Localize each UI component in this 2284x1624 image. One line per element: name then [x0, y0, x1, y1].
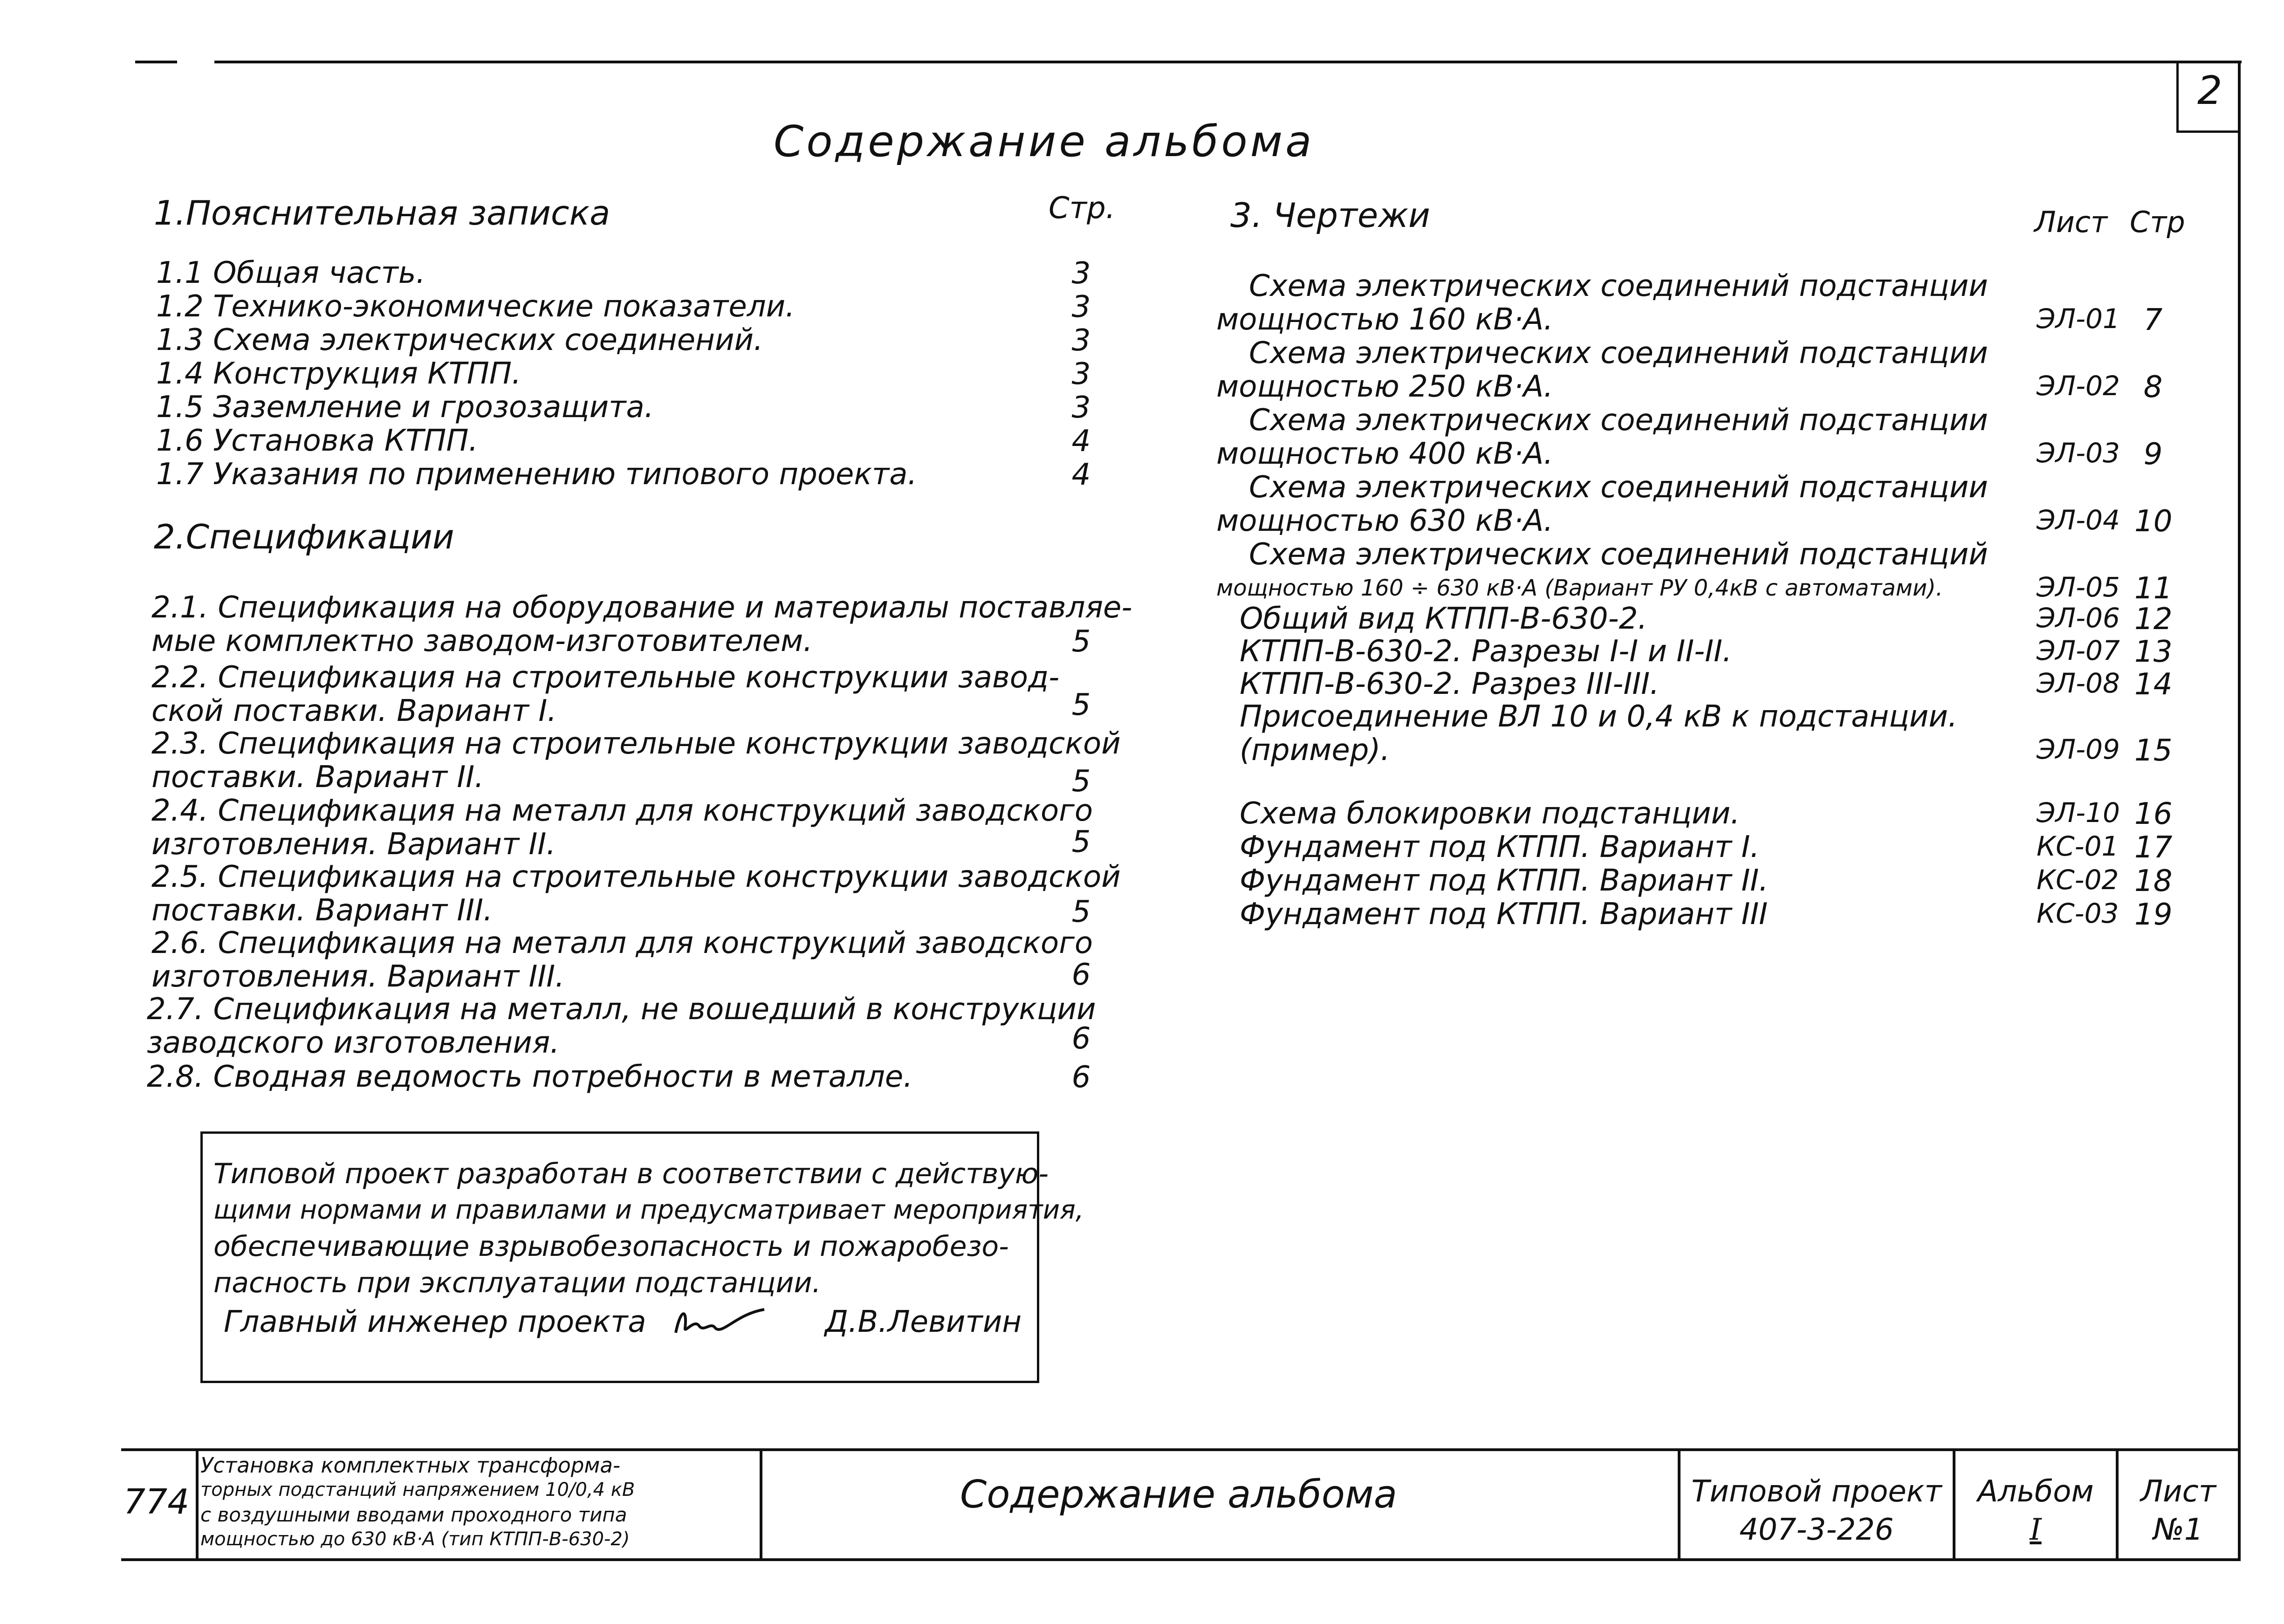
drawing-line1: Схема электрических соединений подстанций	[1249, 537, 1988, 572]
section1-item-page: 3	[1071, 357, 1091, 391]
section1-item-page: 3	[1071, 391, 1091, 425]
drawing-code: ЭЛ-10	[2037, 797, 2120, 829]
drawing-line2: КТПП-В-630-2. Разрезы I-I и II-II.	[1240, 634, 1732, 669]
drawing-code: ЭЛ-09	[2037, 733, 2120, 765]
section2-item-page: 5	[1071, 624, 1091, 659]
drawing-line1: Схема электрических соединений подстанции	[1249, 403, 1988, 438]
section2-item-line2: поставки. Вариант II.	[151, 760, 484, 795]
section2-item-line1: 2.5. Спецификация на строительные конструкции заводской	[151, 860, 1121, 894]
drawing-line2: мощностью 630 кВ·А.	[1216, 504, 1553, 538]
section2-item-page: 5	[1071, 825, 1091, 859]
section1-item: 1.7 Указания по применению типового проекта.	[156, 457, 917, 492]
sheet-label: Лист	[2140, 1474, 2216, 1509]
drawing-line2: (пример).	[1240, 733, 1390, 767]
drawing-page: 14	[2134, 667, 2173, 702]
drawing-page: 19	[2134, 898, 2173, 932]
section1-heading: 1.Пояснительная записка	[154, 193, 610, 233]
section2-item-page: 6	[1071, 1021, 1091, 1056]
section1-item: 1.2 Технико-экономические показатели.	[156, 289, 795, 324]
drawing-code: КС-01	[2037, 830, 2119, 862]
drawing-page: 10	[2134, 504, 2173, 539]
title-block-top-line	[121, 1448, 2241, 1451]
section1-item: 1.4 Конструкция КТПП.	[156, 356, 521, 391]
section2-item-line1: 2.6. Спецификация на металл для конструкций заводского	[151, 926, 1093, 960]
signer-role: Главный инженер проекта	[224, 1305, 646, 1339]
section2-item-line1: 2.7. Спецификация на металл, не вошедший в конструкции	[147, 992, 1096, 1027]
section1-item-page: 3	[1071, 290, 1091, 324]
drawing-page: 8	[2143, 370, 2163, 404]
drawing-line1: Схема электрических соединений подстанции	[1249, 336, 1988, 370]
section2-item-line1: 2.4. Спецификация на металл для конструкций заводского	[151, 794, 1093, 828]
signature-icon	[671, 1300, 774, 1342]
sheet-number: 2	[2197, 68, 2222, 113]
drawing-page: 15	[2134, 733, 2173, 768]
section2-item-line2: заводского изготовления.	[147, 1026, 560, 1060]
drawing-page: 18	[2134, 864, 2173, 898]
drawing-line2: Общий вид КТПП-В-630-2.	[1240, 602, 1647, 636]
drawing-page: 9	[2143, 437, 2163, 472]
title-block-description-line: Установка комплектных трансформа-	[200, 1453, 621, 1478]
drawing-code: ЭЛ-05	[2037, 571, 2120, 603]
title-block-description-line: с воздушными вводами проходного типа	[200, 1503, 627, 1526]
section2-item-page: 6	[1071, 1060, 1091, 1095]
drawing-page: 16	[2134, 797, 2173, 831]
album-label: Альбом	[1977, 1474, 2094, 1509]
section2-item-line1: 2.3. Спецификация на строительные конструкции заводской	[151, 726, 1121, 761]
drawing-line2: мощностью 250 кВ·А.	[1216, 370, 1553, 404]
section1-item-page: 4	[1071, 424, 1091, 459]
section3-sheet-header: Лист	[2034, 205, 2108, 239]
page-title: Содержание альбома	[774, 116, 1315, 166]
title-block-left-number: 774	[123, 1482, 190, 1522]
note-line: Типовой проект разработан в соответствии с действую-	[213, 1158, 1049, 1190]
note-line: пасность при эксплуатации подстанции.	[213, 1267, 821, 1299]
section2-item-page: 5	[1071, 895, 1091, 929]
drawing-line2: мощностью 160 кВ·А.	[1216, 302, 1553, 337]
drawing-code: ЭЛ-07	[2037, 635, 2120, 666]
section1-item: 1.1 Общая часть.	[156, 256, 425, 290]
drawing-code: КС-03	[2037, 898, 2119, 929]
note-line: щими нормами и правилами и предусматривает мероприятия,	[213, 1195, 1084, 1225]
drawing-page: 11	[2134, 571, 2173, 606]
note-line: обеспечивающие взрывобезопасность и пожаробезо-	[213, 1230, 1009, 1263]
section2-item-line2: мые комплектно заводом-изготовителем.	[151, 624, 813, 658]
section1-item-page: 3	[1071, 323, 1091, 358]
drawing-line1: Схема электрических соединений подстанции	[1249, 269, 1988, 303]
drawing-line2: Фундамент под КТПП. Вариант III	[1240, 897, 1768, 932]
drawing-page: 12	[2134, 602, 2173, 637]
section3-page-header: Стр	[2130, 205, 2185, 239]
drawing-code: ЭЛ-04	[2037, 504, 2120, 536]
section2-item-page: 6	[1071, 958, 1091, 992]
section3-heading: 3. Чертежи	[1230, 196, 1430, 235]
drawing-line1: Присоединение ВЛ 10 и 0,4 кВ к подстанции.	[1240, 699, 1958, 734]
drawing-code: ЭЛ-01	[2037, 303, 2120, 335]
title-block-divider	[760, 1448, 762, 1561]
sheet-value: №1	[2153, 1513, 2203, 1547]
drawing-line2: мощностью 160 ÷ 630 кВ·А (Вариант РУ 0,4кВ с автоматами).	[1216, 575, 1943, 601]
frame-top-line-left	[135, 61, 177, 63]
frame-top-line	[214, 61, 2242, 63]
title-block-doc-title: Содержание альбома	[960, 1473, 1397, 1517]
drawing-line2: мощностью 400 кВ·А.	[1216, 437, 1553, 471]
signer-name: Д.В.Левитин	[825, 1305, 1022, 1339]
section2-heading: 2.Спецификации	[154, 517, 454, 556]
title-block-bottom-line	[121, 1558, 2241, 1561]
drawing-page: 7	[2143, 303, 2163, 337]
title-block-description-line: мощностью до 630 кВ·А (тип КТПП-В-630-2)	[200, 1528, 630, 1550]
section2-item-page: 5	[1071, 764, 1091, 799]
section1-item-page: 4	[1071, 458, 1091, 492]
section2-item-line2: изготовления. Вариант III.	[151, 959, 565, 994]
album-value: I	[2030, 1513, 2042, 1547]
section2-item-line2: изготовления. Вариант II.	[151, 827, 556, 862]
section2-item-line1: 2.1. Спецификация на оборудование и материалы поставляе-	[151, 590, 1132, 625]
frame-right-line	[2238, 61, 2241, 1561]
drawing-page: 13	[2134, 635, 2173, 669]
drawing-line2: КТПП-В-630-2. Разрез III-III.	[1240, 667, 1660, 701]
drawing-code: ЭЛ-03	[2037, 437, 2120, 469]
drawing-line2: Фундамент под КТПП. Вариант I.	[1240, 830, 1760, 864]
section2-item-page: 5	[1071, 688, 1091, 722]
drawing-code: ЭЛ-08	[2037, 667, 2120, 699]
drawing-line2: Фундамент под КТПП. Вариант II.	[1240, 863, 1769, 898]
title-block-divider	[196, 1448, 199, 1561]
drawing-code: ЭЛ-02	[2037, 370, 2120, 402]
section1-item: 1.6 Установка КТПП.	[156, 424, 478, 458]
drawing-line1: Схема электрических соединений подстанции	[1249, 470, 1988, 505]
section1-item: 1.5 Заземление и грозозащита.	[156, 390, 654, 425]
section2-item-line2: поставки. Вариант III.	[151, 893, 493, 928]
project-number: 407-3-226	[1739, 1513, 1894, 1547]
section1-item: 1.3 Схема электрических соединений.	[156, 323, 763, 357]
title-block-description-line: торных подстанций напряжением 10/0,4 кВ	[200, 1479, 635, 1501]
section1-page-header: Стр.	[1049, 191, 1115, 226]
section2-item-line1: 2.8. Сводная ведомость потребности в металле.	[147, 1060, 913, 1094]
drawing-code: ЭЛ-06	[2037, 602, 2120, 634]
section2-item-line1: 2.2. Спецификация на строительные конструкции завод-	[151, 660, 1060, 695]
drawing-line2: Схема блокировки подстанции.	[1240, 796, 1740, 831]
project-label: Типовой проект	[1691, 1474, 1942, 1509]
section1-item-page: 3	[1071, 256, 1091, 291]
drawing-page: 17	[2134, 830, 2173, 865]
drawing-code: КС-02	[2037, 864, 2119, 896]
section2-item-line2: ской поставки. Вариант I.	[151, 694, 557, 728]
